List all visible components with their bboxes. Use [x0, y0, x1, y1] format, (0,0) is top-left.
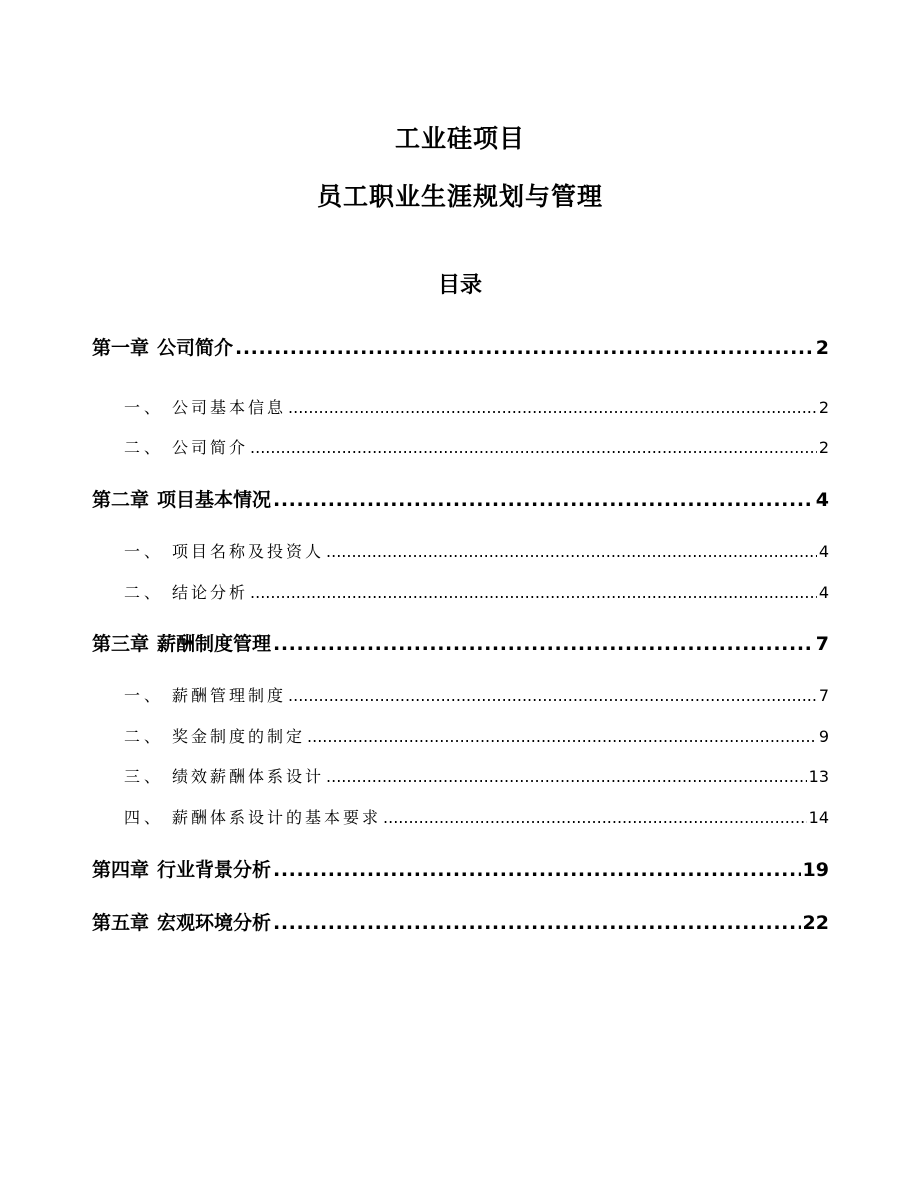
toc-entry-number: 第二章: [92, 489, 150, 511]
toc-dot-leader: [273, 631, 814, 657]
toc-entry-section-3-3[interactable]: [124, 766, 829, 788]
toc-entry-number: 一、: [124, 542, 165, 561]
document-subtitle: 员工职业生涯规划与管理: [316, 182, 603, 211]
toc-entry-number: 二、: [124, 727, 165, 746]
toc-dot-leader: [273, 910, 801, 936]
toc-entry-page: 9: [818, 727, 829, 746]
toc-entry-number: 第四章: [92, 859, 150, 881]
toc-entry-page: 4: [818, 542, 829, 561]
toc-dot-leader: [288, 685, 817, 707]
toc-entry-label: 宏观环境分析: [157, 912, 272, 934]
toc-entry-label: 薪酬管理制度: [172, 686, 287, 705]
document-title: 工业硅项目: [394, 124, 525, 153]
toc-entry-page: 4: [818, 583, 829, 602]
toc-entry-label: 公司简介: [172, 438, 249, 457]
toc-dot-leader: [383, 807, 807, 829]
toc-entry-section-3-2[interactable]: [124, 726, 829, 748]
toc-entry-page: 2: [818, 398, 829, 417]
toc-entry-label: 绩效薪酬体系设计: [172, 767, 325, 786]
toc-dot-leader: [250, 437, 817, 459]
toc-dot-leader: [273, 487, 814, 513]
toc-entry-page: 2: [815, 337, 829, 359]
toc-entry-label: 薪酬体系设计的基本要求: [172, 808, 382, 827]
toc-entry-chapter-3[interactable]: [92, 631, 829, 657]
toc-entry-chapter-4[interactable]: [92, 857, 829, 883]
toc-entry-page: 19: [802, 859, 829, 881]
toc-entry-number: 一、: [124, 686, 165, 705]
toc-entry-label: 薪酬制度管理: [157, 633, 272, 655]
toc-entry-section-2-1[interactable]: [124, 541, 829, 563]
toc-dot-leader: [235, 335, 814, 361]
toc-dot-leader: [250, 582, 817, 604]
toc-entry-label: 行业背景分析: [157, 859, 272, 881]
toc-entry-number: 四、: [124, 808, 165, 827]
toc-entry-chapter-2[interactable]: [92, 487, 829, 513]
toc-entry-page: 13: [808, 767, 829, 786]
toc-entry-label: 结论分析: [172, 583, 249, 602]
toc-heading: 目录: [437, 273, 482, 298]
toc-entry-number: 二、: [124, 438, 165, 457]
toc-entry-number: 第三章: [92, 633, 150, 655]
toc-dot-leader: [288, 397, 817, 419]
toc-entry-number: 第一章: [92, 337, 150, 359]
toc-entry-label: 公司基本信息: [172, 398, 287, 417]
toc-entry-page: 14: [808, 808, 829, 827]
toc-entry-page: 22: [802, 912, 829, 934]
toc-entry-page: 7: [815, 633, 829, 655]
toc-entry-page: 2: [818, 438, 829, 457]
toc-entry-chapter-1[interactable]: [92, 335, 829, 361]
toc-entry-label: 项目基本情况: [157, 489, 272, 511]
toc-dot-leader: [307, 726, 817, 748]
toc-entry-section-2-2[interactable]: [124, 582, 829, 604]
toc-dot-leader: [326, 541, 817, 563]
toc-dot-leader: [273, 857, 801, 883]
toc-entry-section-3-1[interactable]: [124, 685, 829, 707]
toc-entry-number: 三、: [124, 767, 165, 786]
toc-entry-section-1-1[interactable]: [124, 397, 829, 419]
toc-entry-label: 项目名称及投资人: [172, 542, 325, 561]
toc-entry-label: 公司简介: [157, 337, 234, 359]
toc-entry-number: 一、: [124, 398, 165, 417]
toc-entry-number: 二、: [124, 583, 165, 602]
toc-entry-section-3-4[interactable]: [124, 807, 829, 829]
toc-entry-page: 7: [818, 686, 829, 705]
toc-entry-section-1-2[interactable]: [124, 437, 829, 459]
toc-entry-label: 奖金制度的制定: [172, 727, 306, 746]
toc-entry-number: 第五章: [92, 912, 150, 934]
toc-dot-leader: [326, 766, 807, 788]
toc-entry-page: 4: [815, 489, 829, 511]
toc-entry-chapter-5[interactable]: [92, 910, 829, 936]
